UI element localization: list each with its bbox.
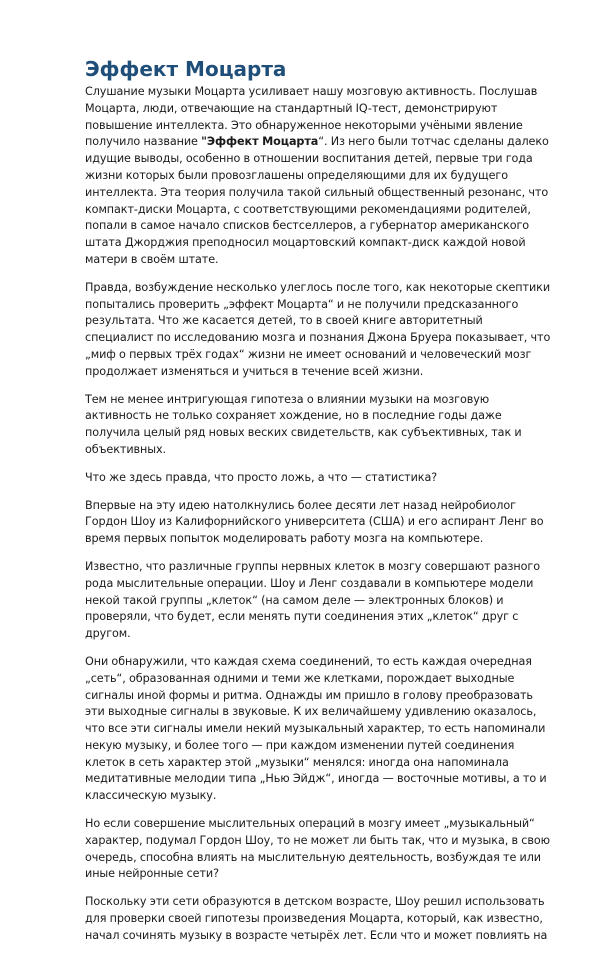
bold-term: "Эффект Моцарта <box>201 135 319 149</box>
paragraph-5: Впервые на эту идею натолкнулись более десяти лет назад нейробиолог Гордон Шоу из Калифорнийского университета (США) и его аспирант Ленг во время первых попыток моделировать работу мозга на компьютере. <box>85 498 544 546</box>
paragraph-3: Тем не менее интригующая гипотеза о влиянии музыки на мозговую активность не только сохраняет хождение, но в последние годы даже получила целый ряд новых веских свидетельств, как субъективных, так и объективных. <box>85 392 522 456</box>
paragraph-8: Но если совершение мыслительных операций в мозгу имеет „музыкальный“ характер, подумал Гордон Шоу, то не может ли быть так, что и музыка, в свою очередь, способна влиять на мыслительную деятельность, возбуждая те или иные нейронные сети? <box>85 817 550 881</box>
paragraph-4: Что же здесь правда, что просто ложь, а что — статистика? <box>85 470 438 484</box>
paragraph-1-text-a: Слушание музыки Моцарта усиливает нашу мозговую активность. Послушав Моцарта, люди, отвечающие на стандартный IQ-тест, демонстрируют повышение интеллекта. Это обнаруженное некоторыми учёными явление получило название <box>85 85 538 149</box>
paragraph-9: Поскольку эти сети образуются в детском возрасте, Шоу решил использовать для проверки своей гипотезы произведения Моцарта, который, как известно, начал сочинять музыку в возрасте четырёх лет. Если что и может повлиять на <box>85 895 548 942</box>
page-title: Эффект Моцарта <box>85 57 287 81</box>
paragraph-7: Они обнаружили, что каждая схема соединений, то есть каждая очередная „сеть“, образованная одними и теми же клетками, порождает выходные сигналы иной формы и ритма. Однажды им пришло в голову преобразовать эти выходные сигналы в звуковые. К их величайшему удивлению оказалось, что все эти сигналы имели некий музыкальный характер, то есть напоминали некую музыку, и более того — при каждом изменении путей соединения клеток в сеть характер этой „музыки“ менялся: иногда она напоминала медитативные мелодии типа „Нью Эйдж“, иногда — восточные мотивы, а то и классическую музыку. <box>85 654 547 803</box>
paragraph-6: Известно, что различные группы нервных клеток в мозгу совершают разного рода мыслительные операции. Шоу и Ленг создавали в компьютере модели некой такой группы „клеток“ (на самом деле — электронных блоков) и проверяли, что будет, если менять пути соединения этих „клеток“ друг с другом. <box>85 559 540 641</box>
document-body <box>85 56 553 956</box>
paragraph-1-text-b: “. Из него были тотчас сделаны далеко идущие выводы, особенно в отношении воспитания детей, первые три года жизни которых были провозглашены определяющими для их будущего интеллекта. Эта теория получила такой сильный общественный резонанс, что компакт-диски Моцарта, с соответствующими рекомендациями родителей, попали в самое начало списков бестселлеров, а губернатор американского штата Джорджия преподносил моцартовский компакт-диск каждой новой матери в своём штате. <box>85 135 549 266</box>
paragraph-2: Правда, возбуждение несколько улеглось после того, как некоторые скептики попытались проверить „эффект Моцарта“ и не получили предсказанного результата. Что же касается детей, то в своей книге авторитетный специалист по исследованию мозга и познания Джона Бруера показывает, что „миф о первых трёх годах“ жизни не имеет оснований и человеческий мозг продолжает изменяться и учиться в течение всей жизни. <box>85 280 551 378</box>
paragraph-1 <box>85 84 553 269</box>
